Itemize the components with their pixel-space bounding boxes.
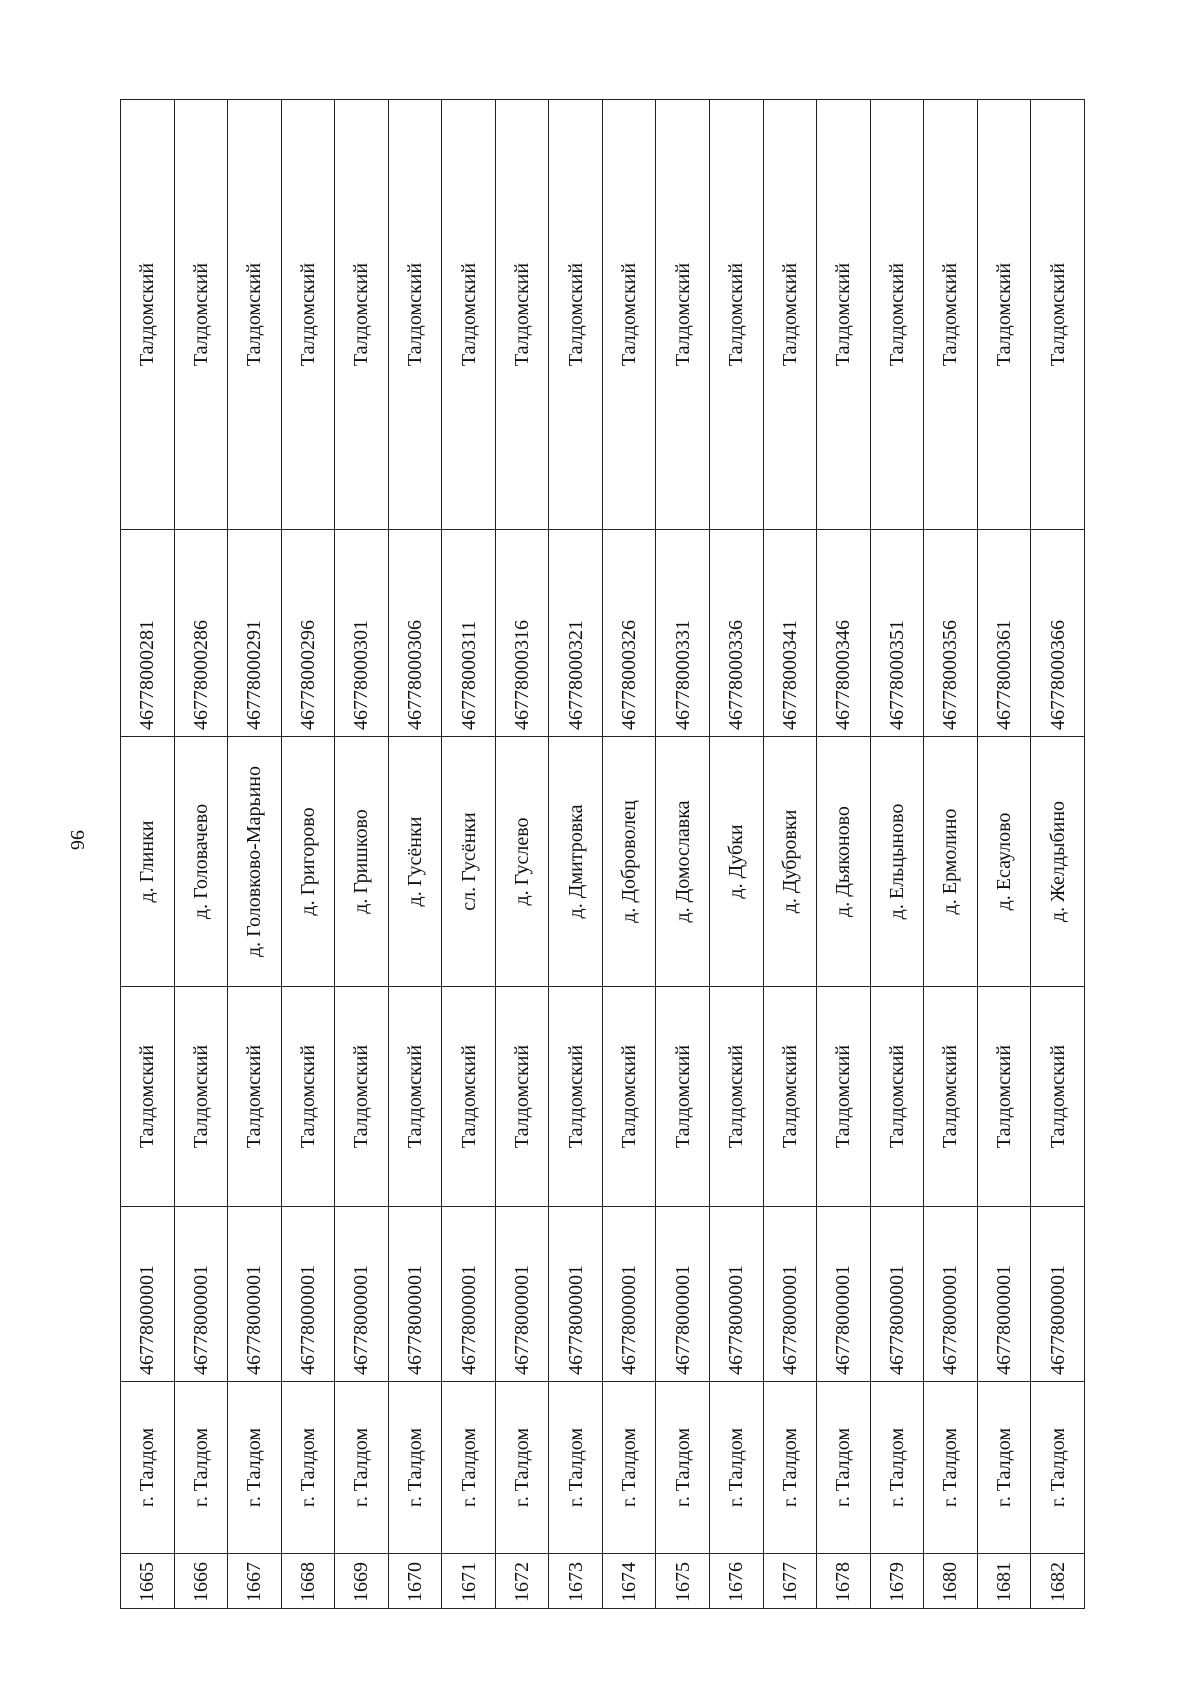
city-name: г. Талдом (121, 1382, 175, 1554)
city-district: Талдомский (656, 987, 710, 1207)
city-oktmo-code: 46778000001 (442, 1207, 496, 1382)
table-body (121, 100, 1085, 1609)
row-number: 1670 (388, 1554, 442, 1609)
settlement-district: Талдомский (495, 100, 549, 530)
table-row (710, 100, 764, 1609)
row-number: 1672 (495, 1554, 549, 1609)
table-row (977, 100, 1031, 1609)
settlement-oktmo-code: 46778000326 (602, 530, 656, 737)
settlement-oktmo-code: 46778000361 (977, 530, 1031, 737)
table-row (549, 100, 603, 1609)
table-row (924, 100, 978, 1609)
city-name: г. Талдом (1031, 1382, 1085, 1554)
settlement-name: д. Головково-Марьино (228, 737, 282, 987)
city-oktmo-code: 46778000001 (174, 1207, 228, 1382)
settlement-oktmo-code: 46778000331 (656, 530, 710, 737)
settlement-district: Талдомский (281, 100, 335, 530)
city-district: Талдомский (977, 987, 1031, 1207)
settlement-name: д. Ельцыново (870, 737, 924, 987)
table-row (281, 100, 335, 1609)
row-number: 1677 (763, 1554, 817, 1609)
settlement-name: д. Григорово (281, 737, 335, 987)
settlement-oktmo-code: 46778000351 (870, 530, 924, 737)
city-oktmo-code: 46778000001 (1031, 1207, 1085, 1382)
city-district: Талдомский (442, 987, 496, 1207)
city-district: Талдомский (335, 987, 389, 1207)
city-district: Талдомский (549, 987, 603, 1207)
city-oktmo-code: 46778000001 (763, 1207, 817, 1382)
row-number: 1665 (121, 1554, 175, 1609)
settlement-oktmo-code: 46778000286 (174, 530, 228, 737)
settlement-name: д. Гуслево (495, 737, 549, 987)
settlement-name: д. Дубровки (763, 737, 817, 987)
row-number: 1671 (442, 1554, 496, 1609)
city-district: Талдомский (281, 987, 335, 1207)
city-district: Талдомский (924, 987, 978, 1207)
city-district: Талдомский (870, 987, 924, 1207)
settlement-district: Талдомский (549, 100, 603, 530)
settlement-name: д. Есаулово (977, 737, 1031, 987)
settlement-oktmo-code: 46778000306 (388, 530, 442, 737)
settlement-district: Талдомский (174, 100, 228, 530)
city-name: г. Талдом (924, 1382, 978, 1554)
city-oktmo-code: 46778000001 (228, 1207, 282, 1382)
city-district: Талдомский (388, 987, 442, 1207)
city-name: г. Талдом (710, 1382, 764, 1554)
settlement-name: д. Глинки (121, 737, 175, 987)
city-district: Талдомский (710, 987, 764, 1207)
settlement-oktmo-code: 46778000301 (335, 530, 389, 737)
settlement-district: Талдомский (710, 100, 764, 530)
settlement-district: Талдомский (602, 100, 656, 530)
city-name: г. Талдом (549, 1382, 603, 1554)
settlement-district: Талдомский (228, 100, 282, 530)
row-number: 1676 (710, 1554, 764, 1609)
settlement-district: Талдомский (656, 100, 710, 530)
city-district: Талдомский (763, 987, 817, 1207)
table-row (335, 100, 389, 1609)
city-name: г. Талдом (335, 1382, 389, 1554)
table-row (817, 100, 871, 1609)
city-name: г. Талдом (281, 1382, 335, 1554)
city-district: Талдомский (121, 987, 175, 1207)
city-oktmo-code: 46778000001 (656, 1207, 710, 1382)
city-oktmo-code: 46778000001 (870, 1207, 924, 1382)
row-number: 1679 (870, 1554, 924, 1609)
settlement-name: д. Головачево (174, 737, 228, 987)
table-row (121, 100, 175, 1609)
row-number: 1669 (335, 1554, 389, 1609)
settlement-oktmo-code: 46778000291 (228, 530, 282, 737)
table-row (602, 100, 656, 1609)
settlement-oktmo-code: 46778000281 (121, 530, 175, 737)
settlement-oktmo-code: 46778000336 (710, 530, 764, 737)
row-number: 1668 (281, 1554, 335, 1609)
city-district: Талдомский (1031, 987, 1085, 1207)
table-row (442, 100, 496, 1609)
settlement-oktmo-code: 46778000316 (495, 530, 549, 737)
row-number: 1682 (1031, 1554, 1085, 1609)
settlement-name: д. Дьяконово (817, 737, 871, 987)
settlement-name: д. Ермолино (924, 737, 978, 987)
city-name: г. Талдом (656, 1382, 710, 1554)
settlement-name: сл. Гусёнки (442, 737, 496, 987)
table-row (174, 100, 228, 1609)
settlement-oktmo-code: 46778000341 (763, 530, 817, 737)
settlement-oktmo-code: 46778000346 (817, 530, 871, 737)
settlement-district: Талдомский (388, 100, 442, 530)
settlement-name: д. Доброволец (602, 737, 656, 987)
city-oktmo-code: 46778000001 (924, 1207, 978, 1382)
city-oktmo-code: 46778000001 (281, 1207, 335, 1382)
row-number: 1680 (924, 1554, 978, 1609)
settlement-district: Талдомский (1031, 100, 1085, 530)
city-name: г. Талдом (495, 1382, 549, 1554)
city-oktmo-code: 46778000001 (710, 1207, 764, 1382)
settlement-district: Талдомский (763, 100, 817, 530)
row-number: 1678 (817, 1554, 871, 1609)
settlement-district: Талдомский (442, 100, 496, 530)
settlement-name: д. Домославка (656, 737, 710, 987)
settlement-table (120, 99, 1085, 1609)
settlement-name: д. Гусёнки (388, 737, 442, 987)
city-name: г. Талдом (977, 1382, 1031, 1554)
table-row (656, 100, 710, 1609)
settlement-oktmo-code: 46778000366 (1031, 530, 1085, 737)
row-number: 1675 (656, 1554, 710, 1609)
city-district: Талдомский (495, 987, 549, 1207)
city-name: г. Талдом (388, 1382, 442, 1554)
table-row (228, 100, 282, 1609)
city-district: Талдомский (602, 987, 656, 1207)
settlement-district: Талдомский (870, 100, 924, 530)
city-name: г. Талдом (602, 1382, 656, 1554)
city-name: г. Талдом (870, 1382, 924, 1554)
row-number: 1674 (602, 1554, 656, 1609)
city-district: Талдомский (228, 987, 282, 1207)
row-number: 1681 (977, 1554, 1031, 1609)
settlement-name: д. Дмитровка (549, 737, 603, 987)
city-name: г. Талдом (442, 1382, 496, 1554)
city-name: г. Талдом (763, 1382, 817, 1554)
city-name: г. Талдом (174, 1382, 228, 1554)
table-row (870, 100, 924, 1609)
row-number: 1667 (228, 1554, 282, 1609)
table-row (763, 100, 817, 1609)
row-number: 1673 (549, 1554, 603, 1609)
settlement-district: Талдомский (924, 100, 978, 530)
row-number: 1666 (174, 1554, 228, 1609)
rotated-table-container (120, 100, 1085, 1609)
table-row (388, 100, 442, 1609)
city-oktmo-code: 46778000001 (335, 1207, 389, 1382)
city-district: Талдомский (174, 987, 228, 1207)
city-oktmo-code: 46778000001 (388, 1207, 442, 1382)
city-oktmo-code: 46778000001 (549, 1207, 603, 1382)
city-oktmo-code: 46778000001 (602, 1207, 656, 1382)
settlement-name: д. Желдыбино (1031, 737, 1085, 987)
city-oktmo-code: 46778000001 (495, 1207, 549, 1382)
table-row (495, 100, 549, 1609)
settlement-oktmo-code: 46778000296 (281, 530, 335, 737)
city-district: Талдомский (817, 987, 871, 1207)
settlement-oktmo-code: 46778000321 (549, 530, 603, 737)
city-oktmo-code: 46778000001 (977, 1207, 1031, 1382)
city-oktmo-code: 46778000001 (121, 1207, 175, 1382)
page-number: 96 (66, 830, 88, 850)
city-oktmo-code: 46778000001 (817, 1207, 871, 1382)
table-row (1031, 100, 1085, 1609)
settlement-district: Талдомский (817, 100, 871, 530)
settlement-oktmo-code: 46778000356 (924, 530, 978, 737)
settlement-oktmo-code: 46778000311 (442, 530, 496, 737)
settlement-district: Талдомский (977, 100, 1031, 530)
settlement-district: Талдомский (121, 100, 175, 530)
city-name: г. Талдом (817, 1382, 871, 1554)
settlement-name: д. Гришково (335, 737, 389, 987)
settlement-district: Талдомский (335, 100, 389, 530)
city-name: г. Талдом (228, 1382, 282, 1554)
settlement-name: д. Дубки (710, 737, 764, 987)
